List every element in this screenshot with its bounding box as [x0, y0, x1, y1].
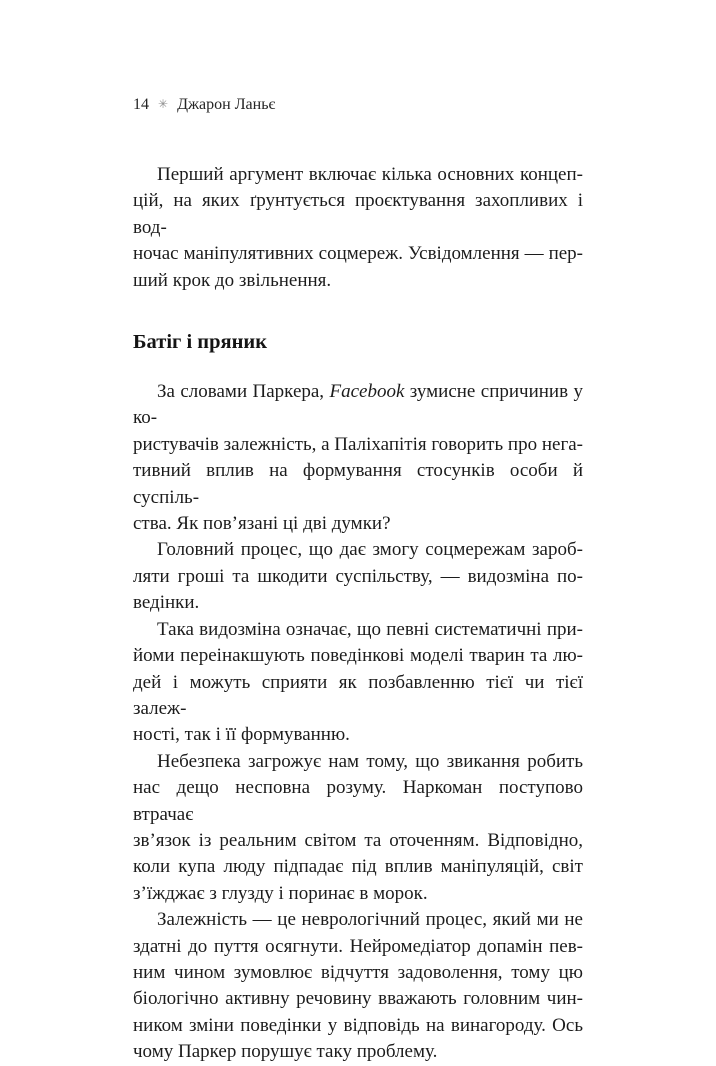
text-line: нас дещо несповна розуму. Наркоман поступово втрачає	[133, 777, 583, 825]
text-line: ведінки.	[133, 592, 200, 614]
text-line: чому Паркер порушує таку проблему.	[133, 1041, 438, 1063]
ornament-icon: ✳	[158, 97, 169, 111]
text-line: зв’язок із реальним світом та оточенням. Відповідно,	[133, 829, 583, 851]
text-line: коли купа люду підпадає під вплив маніпуляцій, світ	[133, 856, 583, 878]
paragraph	[133, 537, 583, 616]
text-line: ником зміни поведінки у відповідь на винагороду. Ось	[133, 1014, 583, 1036]
text-line: Перший аргумент включає кілька основних концеп-	[157, 164, 583, 185]
text-line: ності, так і її формуванню.	[133, 724, 350, 746]
text-line: йоми переінакшують поведінкові моделі тварин та лю-	[133, 645, 583, 667]
text-line: тивний вплив на формування стосунків особи й суспіль-	[133, 460, 583, 508]
text-line: Залежність — це неврологічний процес, який ми не	[157, 909, 583, 931]
text-line: ним чином зумовлює відчуття задоволення, тому цю	[133, 961, 583, 983]
paragraph	[133, 907, 583, 1065]
text-line: ристувачів залежність, а Паліхапітія говорить про нега-	[133, 433, 583, 455]
text-line: ства. Як пов’язані ці дві думки?	[133, 513, 391, 535]
section-text	[133, 379, 583, 1066]
text-line: ляти гроші та шкодити суспільству, — видозміна по-	[133, 565, 583, 587]
text-line: Небезпека загрожує нам тому, що звикання робить	[157, 750, 583, 772]
running-header	[133, 96, 583, 114]
intro-text	[133, 162, 583, 294]
text-line: Головний процес, що дає змогу соцмережам зароб-	[157, 539, 583, 561]
paragraph	[133, 379, 583, 537]
section-heading: Батіг і пряник	[133, 331, 268, 354]
text-line: здатні до пуття осягнути. Нейромедіатор допамін пев-	[133, 935, 583, 957]
running-head-author: Джарон Ланьє	[177, 96, 276, 113]
text-line: дей і можуть сприяти як позбавленню тієї чи тієї залеж-	[133, 671, 583, 719]
text-line: з’їжджає з глузду і поринає в морок.	[133, 882, 428, 904]
page-number: 14	[133, 96, 149, 113]
paragraph	[133, 617, 583, 749]
paragraph	[133, 162, 583, 294]
text-line: ший крок до звільнення.	[133, 269, 332, 291]
text-line: Така видозміна означає, що певні систематичні при-	[157, 618, 583, 640]
text-line: біологічно активну речовину вважають головним чин-	[133, 988, 583, 1010]
text-line: цій, на яких ґрунтується проєктування захопливих і вод-	[133, 190, 583, 238]
text-line: За словами Паркера, Facebook зумисне спричинив у ко-	[133, 381, 583, 429]
text-line: ночас маніпулятивних соцмереж. Усвідомлення — пер-	[133, 243, 583, 265]
paragraph	[133, 749, 583, 907]
